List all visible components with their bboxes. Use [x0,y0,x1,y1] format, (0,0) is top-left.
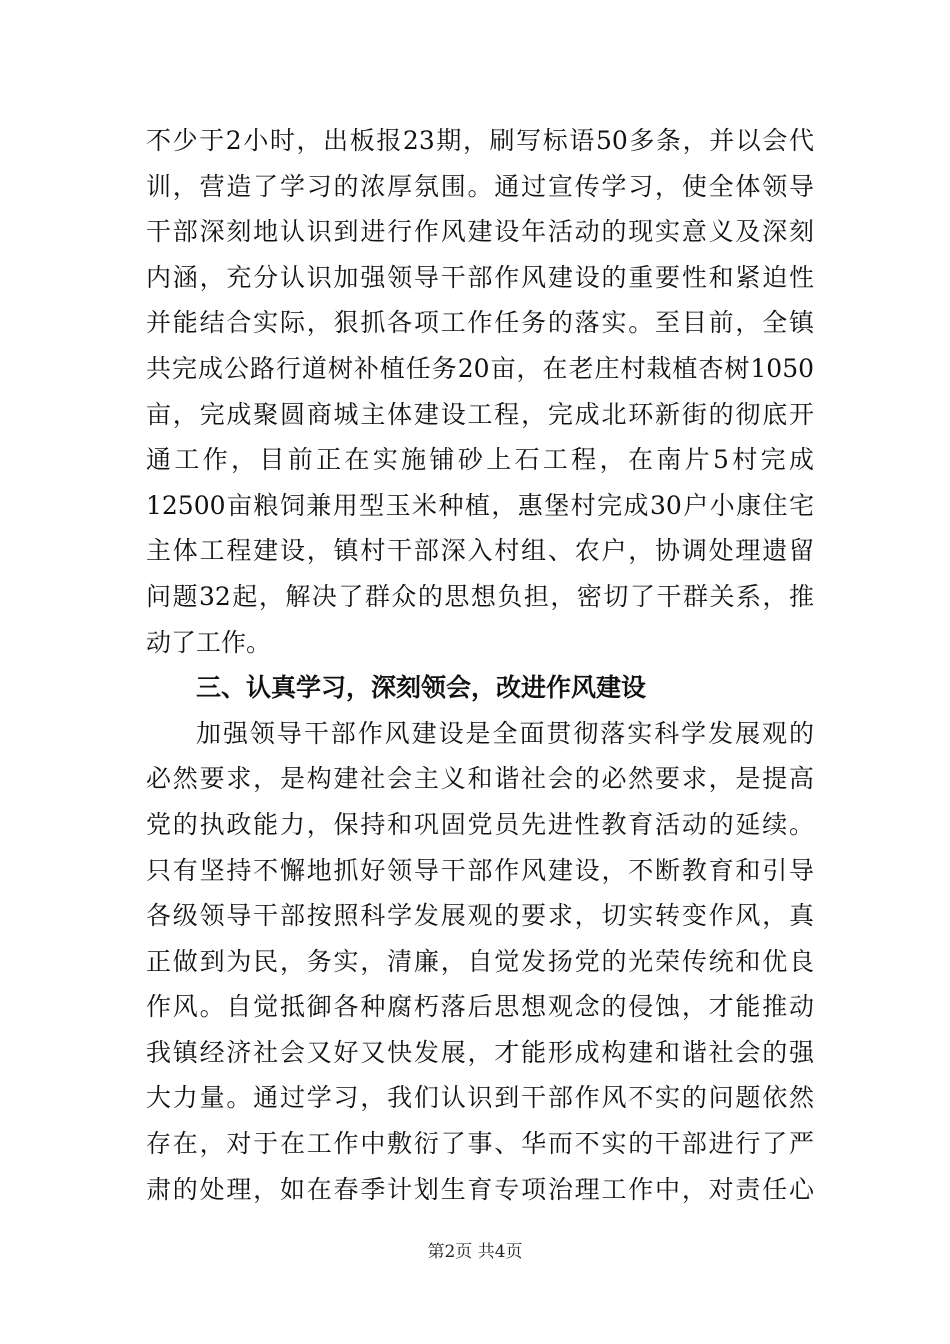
text-line: 肃的处理，如在春季计划生育专项治理工作中，对责任心 [146,1174,814,1204]
text-line: 不少于2小时，出板报23期，刷写标语50多条，并以会代 [146,126,814,155]
text-line: 亩，完成聚圆商城主体建设工程，完成北环新街的彻底开 [146,399,814,429]
text-line: 加强领导干部作风建设是全面贯彻落实科学发展观的 [196,718,814,748]
text-line: 12500亩粮饲兼用型玉米种植，惠堡村完成30户小康住宅 [146,490,814,520]
document-body [146,118,814,1212]
text-line: 作风。自觉抵御各种腐朽落后思想观念的侵蚀，才能推动 [146,992,814,1022]
text-line: 动了工作。 [146,627,272,657]
text-line: 存在，对于在工作中敷衍了事、华而不实的干部进行了严 [146,1129,814,1159]
text-line: 共完成公路行道树补植任务20亩，在老庄村栽植杏树1050 [146,353,814,383]
text-line: 各级领导干部按照科学发展观的要求，切实转变作风，真 [146,901,814,931]
text-line: 正做到为民，务实，清廉，自觉发扬党的光荣传统和优良 [146,946,814,976]
text-line: 只有坚持不懈地抓好领导干部作风建设，不断教育和引导 [146,855,814,885]
text-line: 内涵，充分认识加强领导干部作风建设的重要性和紧迫性 [146,262,814,292]
text-line: 我镇经济社会又好又快发展，才能形成构建和谐社会的强 [146,1037,814,1067]
text-line: 干部深刻地认识到进行作风建设年活动的现实意义及深刻 [146,217,814,247]
text-line: 党的执政能力，保持和巩固党员先进性教育活动的延续。 [146,809,814,839]
text-line: 并能结合实际，狠抓各项工作任务的落实。至目前，全镇 [146,308,814,338]
text-line: 大力量。通过学习，我们认识到干部作风不实的问题依然 [146,1083,814,1113]
text-line: 问题32起，解决了群众的思想负担，密切了干群关系，推 [146,581,814,611]
text-line: 主体工程建设，镇村干部深入村组、农户，协调处理遗留 [146,536,814,566]
text-line: 训，营造了学习的浓厚氛围。通过宣传学习，使全体领导 [146,171,814,201]
text-line: 必然要求，是构建社会主义和谐社会的必然要求，是提高 [146,764,814,794]
text-line: 通工作，目前正在实施铺砂上石工程，在南片5村完成 [146,445,814,475]
page-number-footer: 第2页 共4页 [427,1242,523,1262]
section-heading: 三、认真学习，深刻领会，改进作风建设 [196,673,647,703]
